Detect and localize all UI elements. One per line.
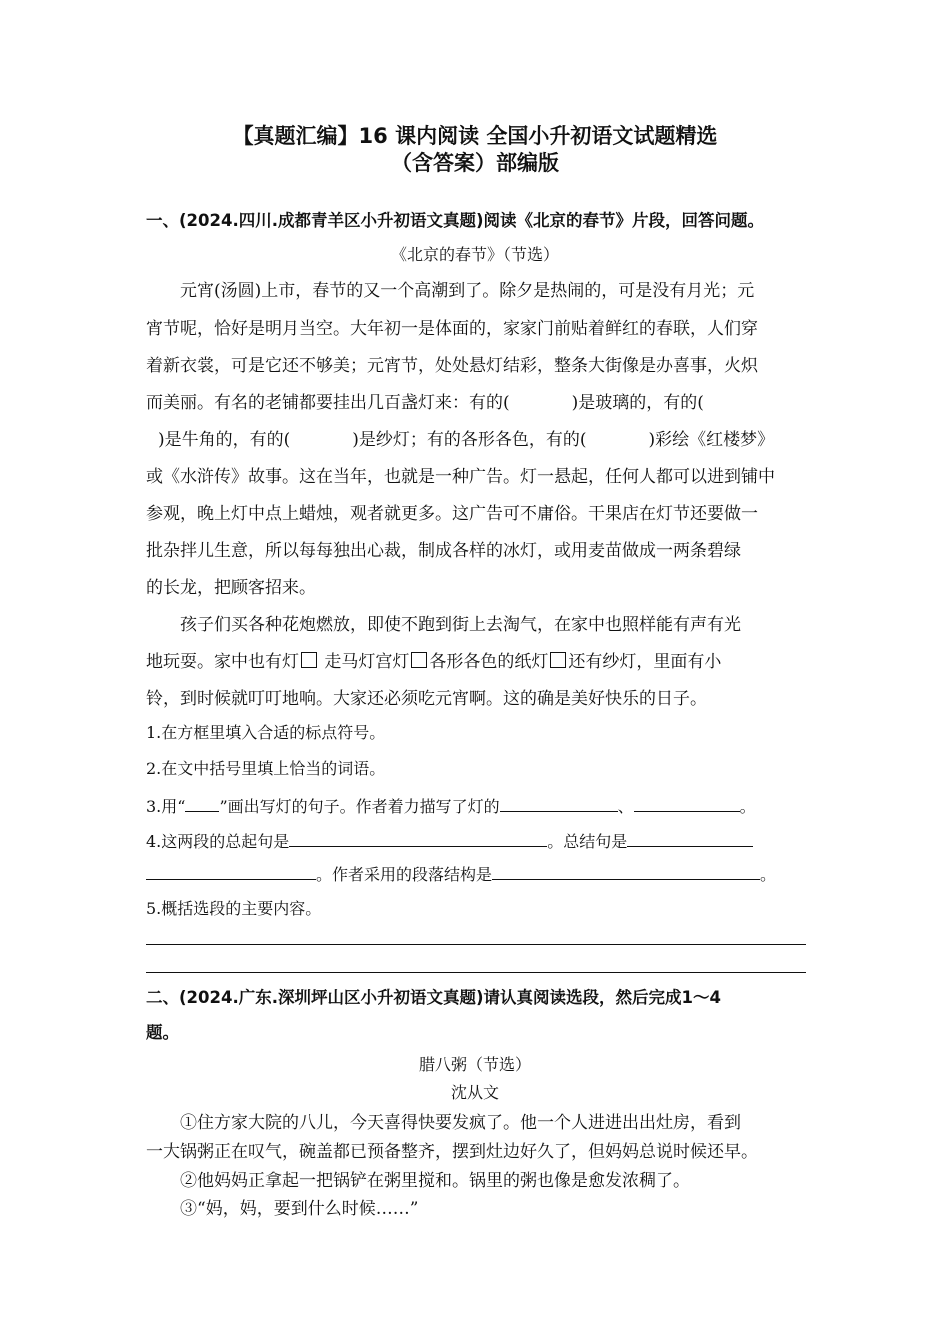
question-item-5: 5.概括选段的主要内容。	[146, 899, 322, 918]
answer-line[interactable]	[146, 972, 806, 973]
passage-line: )是牛角的，有的( )是纱灯；有的各形各色，有的( )彩绘《红楼梦》	[158, 430, 775, 450]
answer-blank[interactable]	[146, 862, 316, 880]
underline-sample	[185, 794, 219, 812]
passage-line: ①住方家大院的八儿，今天喜得快要发疯了。他一个人进进出出灶房，看到	[180, 1113, 741, 1133]
passage-line: 宵节呢，恰好是明月当空。大年初一是体面的，家家门前贴着鲜红的春联，人们穿	[146, 319, 758, 339]
document-title: 【真题汇编】16 课内阅读 全国小升初语文试题精选	[232, 124, 718, 148]
question-item-4-cont: 。作者采用的段落结构是 。	[146, 862, 810, 886]
passage-line: 着新衣裳，可是它还不够美；元宵节，处处悬灯结彩，整条大街像是办喜事，火炽	[146, 356, 758, 376]
passage-line: 的长龙，把顾客招来。	[146, 578, 316, 598]
passage-1-title: 《北京的春节》（节选）	[390, 245, 559, 264]
answer-line[interactable]	[146, 944, 806, 945]
punctuation-box[interactable]	[550, 652, 566, 668]
question-2-heading: 二、(2024.广东.深圳坪山区小升初语文真题)请认真阅读选段，然后完成1～4	[146, 988, 722, 1007]
question-item-4: 4.这两段的总起句是 。总结句是	[146, 829, 810, 853]
question-item-1: 1.在方框里填入合适的标点符号。	[146, 723, 386, 742]
punctuation-box[interactable]	[301, 652, 317, 668]
passage-line: ②他妈妈正拿起一把锅铲在粥里搅和。锅里的粥也像是愈发浓稠了。	[180, 1171, 690, 1191]
passage-line: 或《水浒传》故事。这在当年，也就是一种广告。灯一悬起，任何人都可以进到铺中	[146, 467, 775, 487]
answer-blank[interactable]	[492, 862, 760, 880]
passage-line: 而美丽。有名的老铺都要挂出几百盏灯来：有的( )是玻璃的，有的(	[146, 393, 704, 413]
passage-line: 一大锅粥正在叹气，碗盖都已预备整齐，摆到灶边好久了，但妈妈总说时候还早。	[146, 1142, 758, 1162]
passage-line: 参观，晚上灯中点上蜡烛，观者就更多。这广告可不庸俗。干果店在灯节还要做一	[146, 504, 758, 524]
question-item-2: 2.在文中括号里填上恰当的词语。	[146, 759, 386, 778]
answer-blank[interactable]	[500, 794, 618, 812]
answer-blank[interactable]	[627, 829, 753, 847]
question-2-heading-cont: 题。	[146, 1023, 179, 1042]
question-1-heading: 一、(2024.四川.成都青羊区小升初语文真题)阅读《北京的春节》片段，回答问题。	[146, 211, 765, 230]
passage-line: ③“妈，妈，要到什么时候……”	[180, 1199, 419, 1219]
answer-blank[interactable]	[289, 829, 547, 847]
passage-line: 地玩耍。家中也有灯 走马灯宫灯 各形各色的纸灯 还有纱灯，里面有小	[146, 652, 722, 672]
passage-line: 铃，到时候就叮叮地响。大家还必须吃元宵啊。这的确是美好快乐的日子。	[146, 689, 707, 709]
passage-line: 孩子们买各种花炮燃放，即使不跑到街上去淘气，在家中也照样能有声有光	[180, 615, 741, 635]
passage-line: 元宵(汤圆)上市，春节的又一个高潮到了。除夕是热闹的，可是没有月光；元	[180, 281, 755, 301]
passage-line: 批杂拌儿生意，所以每每独出心裁，制成各样的冰灯，或用麦苗做成一两条碧绿	[146, 541, 741, 561]
document-subtitle: （含答案）部编版	[391, 151, 559, 175]
question-item-3: 3.用“ ”画出写灯的句子。作者着力描写了灯的 、 。	[146, 794, 810, 818]
passage-2-author: 沈从文	[450, 1083, 499, 1102]
punctuation-box[interactable]	[411, 652, 427, 668]
answer-blank[interactable]	[634, 794, 740, 812]
passage-2-title: 腊八粥（节选）	[418, 1055, 531, 1074]
